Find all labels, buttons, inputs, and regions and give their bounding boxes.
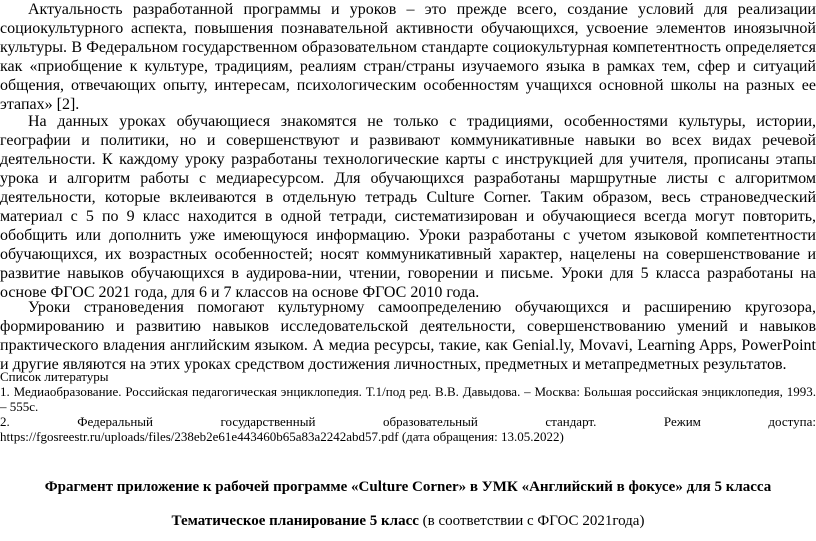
paragraph-relevance: Актуальность разработанной программы и уроков – это прежде всего, создание условий для реализации социокультурного аспекта, повышения познавательной активности обучающихся, усвоение элементов иноязычной культуры. В Федеральном государственном образовательном стандарте социокультурная компетентность определяется как «приобщение к культуре, традициям, реалиям стран/страны изучаемого языка в рамках тем, сфер и ситуаций общения, отвечающих опыту, интересам, психологическим особенностям учащихся основной школы на разных ее этапах» [2]. xyxy=(0,1,816,113)
paragraph-lessons: На данных уроках обучающиеся знакомятся не только с традициями, особенностями культуры, истории, географии и политики, но и совершенствуют и развивают коммуникативные навыки во всех видах речевой деятельности. К каждому уроку разработаны технологические карты с инструкцией для учителя, прописаны этапы урока и алгоритм работы с медиаресурсом. Для обучающихся разработаны маршрутные листы с алгоритмом деятельности, которые вклеиваются в отдельную тетрадь Culture Corner. Таким образом, весь страноведческий материал с 5 по 9 класс находится в одной тетради, систематизирован и обучающиеся всегда могут повторить, обобщить или дополнить уже имеющуюся информацию. Уроки разработаны с учетом языковой компетентности обучающихся, их возрастных особенностей; носят коммуникативный характер, нацелены на совершенствование и развитие навыков обучающихся в аудирова-нии, чтении, говорении и письме. Уроки для 5 класса разработаны на основе ФГОС 2021 года, для 6 и 7 классов на основе ФГОС 2010 года. xyxy=(0,113,816,301)
reference-item-2: 2. Федеральный государственный образовательный стандарт. Режим доступа: https://fgosreestr.ru/uploads/files/238eb2e61e443460b65a83a2242abd57.pdf (дата обращения: 13.05.2022) xyxy=(0,414,816,444)
paragraph-country-studies: Уроки страноведения помогают культурному самоопределению обучающихся и расширению кругозора, формированию и развитию навыков исследовательской деятельности, совершенствованию умений и навыков практического владения английским языком. А медиа ресурсы, такие, как Genial.ly, Movavi, Learning Apps, PowerPoint и другие являются на этих уроках средством достижения личностных, предметных и метапредметных результатов. xyxy=(0,299,816,373)
plan-title-note: (в соответствии с ФГОС 2021года) xyxy=(418,513,645,529)
reference-item-1: 1. Медиаобразование. Российская педагогическая энциклопедия. Т.1/под ред. В.В. Давыдова. – Москва: Большая российская энциклопедия, 1993. – 555с. xyxy=(0,384,816,414)
references-section xyxy=(0,369,816,444)
fragment-title: Фрагмент приложение к рабочей программе «Culture Corner» в УМК «Английский в фокусе» для 5 класса xyxy=(44,479,772,495)
references-title: Список литературы xyxy=(0,369,109,384)
plan-title-bold: Тематическое планирование 5 класс xyxy=(171,513,419,529)
plan-title xyxy=(0,512,816,530)
